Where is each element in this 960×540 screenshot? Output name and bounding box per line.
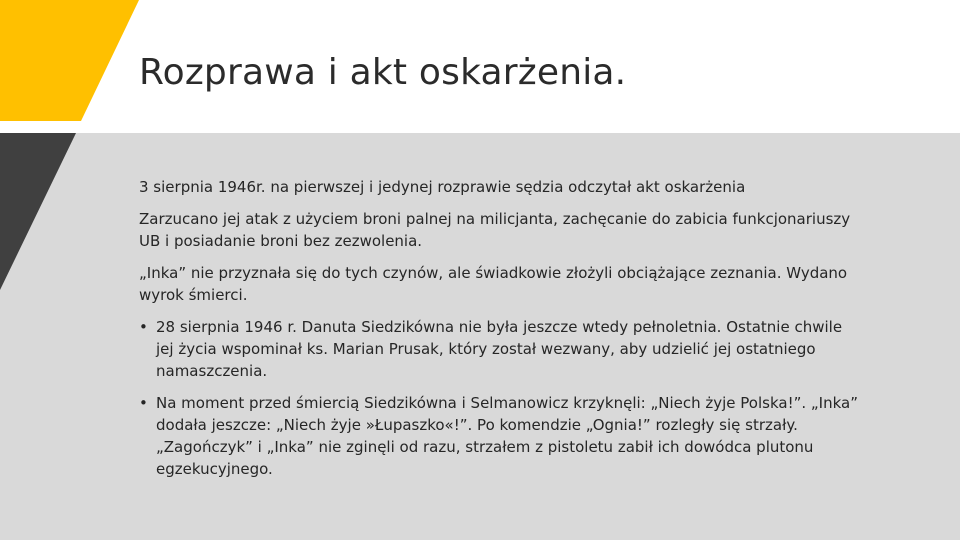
paragraph-trial-date: 3 sierpnia 1946r. na pierwszej i jedynej rozprawie sędzia odczytał akt oskarżenia [139, 178, 746, 196]
bullet-icon: • [139, 394, 148, 412]
bullet-icon: • [139, 318, 148, 336]
bullet-text: Na moment przed śmiercią Siedzikówna i Selmanowicz krzyknęli: „Niech żyje Polska!”. „Inka” dodała jeszcze: „Niech żyje »Łupaszko«!”. Po komendzie „Ognia!” rozległy się strzały. „Zagończyk” i „Inka” nie zginęli od razu, strzałem z pistoletu zabił ich dowódca plutonu egzekucyjnego. [156, 394, 858, 478]
yellow-accent-shape [0, 0, 139, 121]
bullet-item-execution [139, 392, 859, 480]
slide-body [139, 176, 859, 490]
bullet-list [139, 316, 859, 480]
bullet-text: 28 sierpnia 1946 r. Danuta Siedzikówna nie była jeszcze wtedy pełnoletnia. Ostatnie chwile jej życia wspominał ks. Marian Prusak, który został wezwany, aby udzielić jej ostatniego namaszczenia. [156, 318, 843, 380]
bullet-item-last-moments [139, 316, 859, 382]
paragraph-verdict: „Inka” nie przyznała się do tych czynów, ale świadkowie złożyli obciążające zeznania. Wydano wyrok śmierci. [139, 264, 848, 304]
slide-title: Rozprawa i akt oskarżenia. [139, 52, 627, 93]
paragraph-charges: Zarzucano jej atak z użyciem broni palnej na milicjanta, zachęcanie do zabicia funkcjonariuszy UB i posiadanie broni bez zezwolenia. [139, 210, 851, 250]
dark-gray-accent-shape [0, 133, 76, 290]
